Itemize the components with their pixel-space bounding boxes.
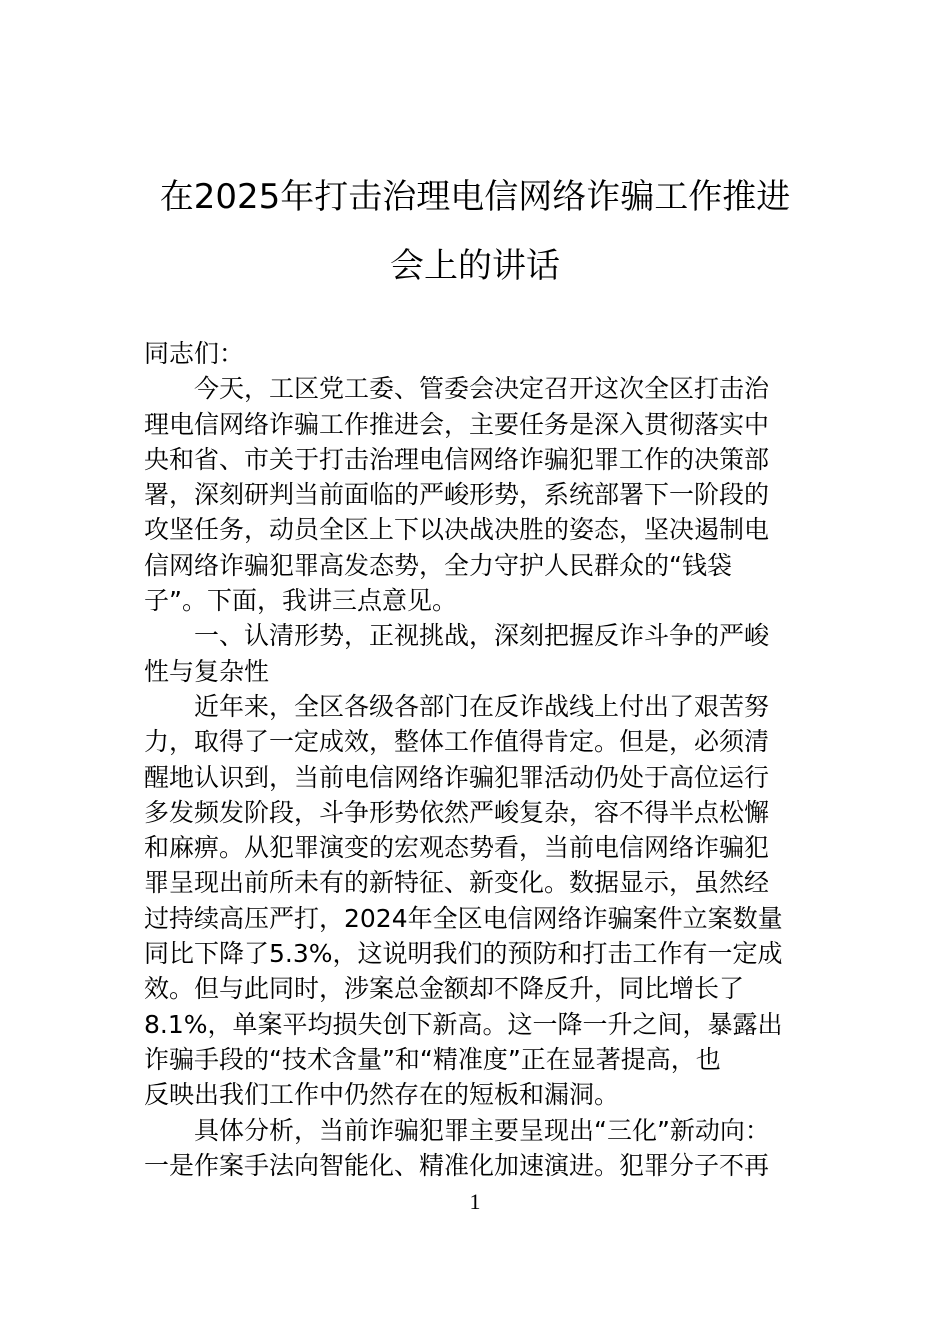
document-body [144, 336, 834, 1183]
text-line: 子”。下面，我讲三点意见。 [144, 586, 457, 616]
text-line: 央和省、市关于打击治理电信网络诈骗犯罪工作的决策部 [144, 444, 770, 474]
text-line: 醒地认识到，当前电信网络诈骗犯罪活动仍处于高位运行 [144, 762, 770, 792]
text-line: 同比下降了5.3%，这说明我们的预防和打击工作有一定成 [144, 939, 783, 969]
text-line: 同志们： [144, 339, 245, 368]
text-line: 近年来，全区各级各部门在反诈战线上付出了艰苦努 [194, 691, 770, 721]
text-line: 一、认清形势，正视挑战，深刻把握反诈斗争的严峻 [194, 621, 770, 651]
text-line: 和麻痹。从犯罪演变的宏观态势看，当前电信网络诈骗犯 [144, 833, 770, 863]
text-line: 8.1%，单案平均损失创下新高。这一降一升之间，暴露出 [144, 1009, 783, 1039]
page-number: 1 [469, 1189, 481, 1214]
document-title-line-2: 会上的讲话 [390, 246, 560, 286]
text-line: 性与复杂性 [144, 656, 270, 686]
document-title-line-1: 在2025年打击治理电信网络诈骗工作推进 [159, 177, 791, 217]
text-line: 多发频发阶段，斗争形势依然严峻复杂，容不得半点松懈 [144, 797, 770, 827]
text-line: 攻坚任务，动员全区上下以决战决胜的姿态，坚决遏制电 [144, 515, 770, 545]
text-line: 反映出我们工作中仍然存在的短板和漏洞。 [144, 1080, 620, 1110]
text-line: 具体分析，当前诈骗犯罪主要呈现出“三化”新动向： [194, 1115, 770, 1145]
text-line: 今天，工区党工委、管委会决定召开这次全区打击治 [194, 374, 770, 404]
text-line: 诈骗手段的“技术含量”和“精准度”正在显著提高，也 [144, 1044, 721, 1074]
text-line: 署，深刻研判当前面临的严峻形势，系统部署下一阶段的 [144, 480, 770, 510]
text-line: 理电信网络诈骗工作推进会，主要任务是深入贯彻落实中 [144, 409, 770, 439]
text-line: 力，取得了一定成效，整体工作值得肯定。但是，必须清 [144, 727, 770, 757]
text-line: 信网络诈骗犯罪高发态势，全力守护人民群众的“钱袋 [144, 550, 732, 580]
text-line: 过持续高压严打，2024年全区电信网络诈骗案件立案数量 [144, 903, 783, 933]
text-line: 一是作案手法向智能化、精准化加速演进。犯罪分子不再 [144, 1150, 770, 1180]
text-line: 效。但与此同时，涉案总金额却不降反升，同比增长了 [144, 974, 745, 1004]
text-line: 罪呈现出前所未有的新特征、新变化。数据显示，虽然经 [144, 868, 770, 898]
